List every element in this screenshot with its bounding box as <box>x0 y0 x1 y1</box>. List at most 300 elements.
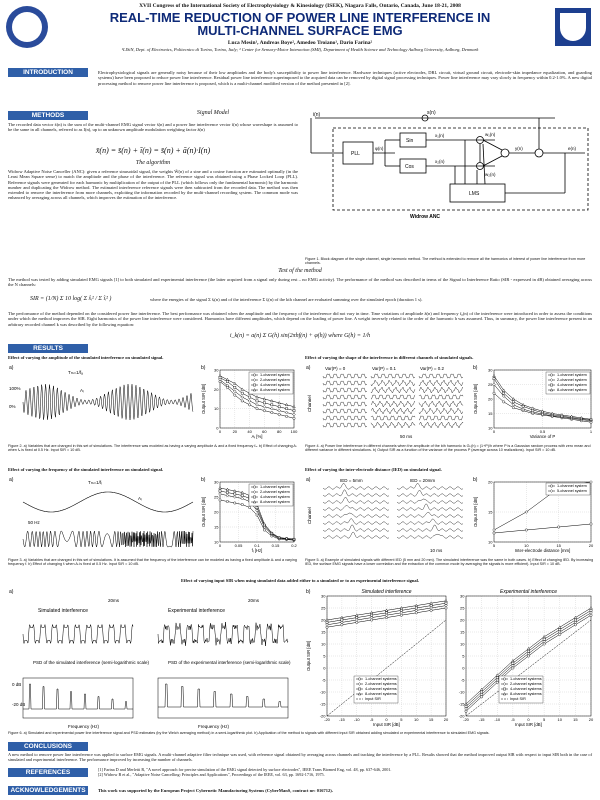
chart-point <box>234 502 236 504</box>
chart-ytick-label: -15 <box>319 701 326 707</box>
chart-panel-label: b) <box>201 365 206 371</box>
authors: Luca Mesin¹, Andreas Boye², Amedeo Troiano¹, Dario Farina² <box>227 40 373 46</box>
fig4a-channel-trace <box>323 423 367 427</box>
chart-point <box>445 599 448 601</box>
chart-xtick-label: 10 <box>414 717 419 722</box>
chart-legend-label: 8-channel systems <box>510 692 542 696</box>
chart-point <box>503 401 505 403</box>
chart-xlabel: fᵢ [Hz] <box>251 548 263 553</box>
acknowledgements-text: This work was supported by the European Project Cybernetic Manufacturing Systems (CyberManS, contract nr: 016712). <box>98 788 333 793</box>
chart-xtick-label: 0.5 <box>539 429 546 434</box>
chart-point <box>465 705 467 707</box>
chart-point <box>226 500 228 502</box>
chart-point <box>293 410 295 412</box>
fig4a-channel-trace <box>419 401 463 407</box>
chart-point <box>234 386 236 388</box>
chart-xtick-label: 0.1 <box>254 543 260 548</box>
chart-point <box>415 607 417 609</box>
chart-ytick-label: 10 <box>214 539 219 545</box>
chart-point <box>415 609 418 612</box>
reference-1: [1] Farina D and Merletti R, "A novel approach for precise simulation of the EMG signal detected by surface electrodes", IEEE Trans Biomed Eng, vol. 48, pp. 637-646, 2001. <box>98 767 392 772</box>
chart-legend-label: 8-channel system <box>260 500 290 504</box>
chart-legend-label: 1-channel systems <box>365 677 397 681</box>
figure1-caption: Figure 1. Block diagram of the single channel, single harmonic method. The method is extended to remove all the harmonics of interest of power line interference from more channels. <box>305 257 586 266</box>
conclusions-heading: CONCLUSIONS <box>8 742 88 751</box>
chart-point <box>234 394 236 396</box>
signal-model-title: Signal Model <box>196 110 230 116</box>
fig4a-channel-trace <box>371 408 415 414</box>
fig1-label-sn: s(n) <box>427 110 436 116</box>
chart-point <box>234 382 237 384</box>
chart-ytick-label: 15 <box>460 629 465 635</box>
fig4a-label: a) <box>306 365 311 371</box>
fig2a-tm: Tₘ=1/fₐ <box>68 370 83 375</box>
fig3a-tm: Tₘ=1/fᵢ <box>88 480 102 485</box>
chart-xtick-label: -20 <box>463 717 469 722</box>
chart-point <box>278 409 281 412</box>
chart-xtick-label: -15 <box>478 717 485 722</box>
fig6a-psd-exp: PSD of the experimental interference (semi-logarithmic scale) <box>168 660 291 665</box>
fig5a-channel-trace <box>397 525 463 531</box>
chart-ytick-label: 25 <box>460 605 465 611</box>
fig4a-channel-trace <box>419 408 463 414</box>
chart-xtick-label: 10 <box>524 543 529 548</box>
fig2a-modulated-waveform <box>8 362 198 442</box>
fig4b-chart <box>472 362 595 442</box>
fig6a-psd-sim: PSD of the simulated interference (semi-logarithmic scale) <box>33 660 150 665</box>
chart-xtick-label: 0.15 <box>271 543 280 548</box>
fig1-label-sin: Sin <box>406 138 414 144</box>
fig5a-channel-trace <box>323 506 389 511</box>
chart-xtick-label: 0 <box>218 429 222 434</box>
chart-ytick-label: 10 <box>488 425 493 431</box>
fig3a-chirp-signal <box>23 531 193 547</box>
fig3b-chart <box>200 474 298 556</box>
chart-point <box>400 611 403 614</box>
chart-legend-label: 5-channel system <box>557 489 587 493</box>
fig4a-channel-trace <box>371 395 415 399</box>
chart-legend-label: 4-channel system <box>557 383 587 387</box>
chart-point <box>356 617 358 619</box>
chart-ytick-label: 20 <box>488 396 493 402</box>
fig1-label-en: e(n) <box>568 146 577 151</box>
chart-point <box>263 405 266 408</box>
fig1-label-x2: x₂(n) <box>435 159 445 164</box>
chart-point <box>496 677 498 679</box>
fig5a-channel-trace <box>323 519 389 525</box>
chart-xtick-label: -5 <box>511 717 515 722</box>
figure2-caption: Figure 2. a) Variables that are changed in this set of simulations. The interference was modeled as having a varying amplitude Aᵢ and a fixed frequency fₐ. b) Effect of changing Aᵢ when fₐ is fixed at 0.5 Hz. Input SIR = 10 dB. <box>8 444 297 453</box>
fig1-label-x1: x₁(n) <box>435 133 445 138</box>
chart-point <box>241 503 243 505</box>
chart-point <box>574 619 576 621</box>
fig1-label-in: i(n) <box>313 112 321 118</box>
fig4a-channel-trace <box>371 387 415 393</box>
chart-ytick-label: 20 <box>214 509 219 515</box>
fig5a-channel-trace <box>323 490 389 496</box>
chart-xtick-label: -15 <box>338 717 345 722</box>
chart-panel-label: b) <box>201 477 206 483</box>
chart-legend-label: Input SIR <box>365 697 381 701</box>
chart-ytick-label: -10 <box>458 689 465 695</box>
fig6b-exp-chart <box>450 586 595 730</box>
chart-ytick-label: -5 <box>321 677 326 683</box>
chart-point <box>512 659 515 661</box>
chart-xtick-label: 0.05 <box>234 543 243 548</box>
title-line-1: REAL-TIME REDUCTION OF POWER LINE INTERFERENCE IN <box>109 10 491 25</box>
fig4a-channel-trace <box>371 380 415 386</box>
fig6a-freq-right: Frequency (Hz) <box>198 724 230 729</box>
fig1-label-w1: w₁(n) <box>485 132 496 137</box>
fig2a-100: 100% <box>9 386 21 391</box>
chart-point <box>226 491 228 493</box>
chart-point <box>285 415 287 417</box>
fig4a-channel-axis: Channel <box>307 395 312 412</box>
chart-ytick-label: 30 <box>321 593 326 599</box>
sir-explanation: where the energies of the signal Σ ŝᵢ(n) and of the interference Σ îᵢ(n) of the kth channel are evaluated summing over the simulated epoch (duration 1 s). <box>150 297 423 302</box>
fig5a-ied20: IED = 20mm <box>410 478 436 483</box>
fig4a-channel-trace <box>323 381 367 385</box>
chart-legend-label: 1-channel system <box>260 373 290 377</box>
chart-point <box>263 409 265 411</box>
chart-point <box>493 532 495 534</box>
fig1-label-yn: y(n) <box>515 146 523 151</box>
chart-legend-label: 4-channel system <box>260 383 290 387</box>
chart-point <box>590 607 593 609</box>
chart-legend-label: 4-channel systems <box>510 687 542 691</box>
chart-title: Experimental interference <box>500 589 557 595</box>
fig6a-freq-left: Frequency (Hz) <box>68 724 100 729</box>
panel2-title: Effect of varying the shape of the interference in different channels of simulated signals. <box>305 355 474 360</box>
fig4a-channel-trace <box>323 409 367 413</box>
fig4a-var01: Var(P) = 0.1 <box>372 366 397 371</box>
chart-ytick-label: 20 <box>488 479 493 485</box>
chart-ylabel: Output SIR [dB] <box>201 383 206 415</box>
fig4a-channel-trace <box>371 374 415 378</box>
fig5a-channel-trace <box>397 519 463 524</box>
chart-legend-label: 2-channel systems <box>510 682 542 686</box>
chart-point <box>341 619 343 621</box>
fig4a-channel-trace <box>419 422 463 428</box>
fig5a-channel-trace <box>397 499 463 503</box>
chart-ytick-label: 25 <box>488 382 493 387</box>
fig5a-ied-signals <box>305 474 470 556</box>
chart-point <box>263 402 265 404</box>
fig1-label-cos: Cos <box>405 164 414 170</box>
fig6a-psd-trace <box>158 684 288 707</box>
fig2b-chart <box>200 362 298 442</box>
fig1-label-lms: LMS <box>469 191 480 197</box>
chart-point <box>248 506 250 508</box>
chart-ytick-label: 15 <box>488 509 493 515</box>
chart-point <box>522 403 525 405</box>
fig4a-channel-trace <box>419 380 463 386</box>
fig4a-50ms: 50 ms <box>400 434 413 439</box>
fig6a-interference-psd <box>8 586 298 730</box>
poster-title <box>0 11 600 37</box>
fig1-label-phi: φ(n) <box>375 146 384 151</box>
title-line-2: MULTI-CHANNEL SURFACE EMG <box>197 23 403 38</box>
fig5a-channel-trace <box>397 483 463 489</box>
fig4a-channel-trace <box>419 387 463 393</box>
chart-ylabel: Output SIR [dB] <box>201 496 206 528</box>
chart-ytick-label: -5 <box>460 677 465 683</box>
fig4a-channels <box>305 362 470 442</box>
chart-ylabel: Output SIR [dB] <box>473 383 478 415</box>
fig4a-channel-trace <box>323 402 367 406</box>
fig2a-signal-line <box>23 384 193 420</box>
chart-point <box>233 496 236 499</box>
fig6a-0db: 0 dB <box>12 682 22 687</box>
chart-xtick-label: -5 <box>369 717 374 722</box>
chart-ytick-label: 25 <box>214 494 219 500</box>
fig4a-channel-trace <box>323 416 367 420</box>
chart-point <box>590 611 593 614</box>
chart-xtick-label: -10 <box>353 717 360 722</box>
chart-ytick-label: -10 <box>319 689 326 695</box>
chart-xtick-label: 15 <box>428 717 434 722</box>
chart-point <box>445 604 448 607</box>
chart-ytick-label: 0 <box>323 665 326 671</box>
fig4a-channel-trace <box>323 388 367 392</box>
chart-series-line <box>494 524 591 533</box>
chart-point <box>385 612 387 614</box>
chart-ytick-label: 10 <box>460 641 465 647</box>
chart-point <box>550 384 552 386</box>
chart-ytick-label: 15 <box>488 411 493 416</box>
chart-point <box>527 650 529 652</box>
chart-point <box>219 499 221 501</box>
chart-point <box>525 529 527 531</box>
chart-point <box>293 413 296 416</box>
chart-point <box>226 494 229 497</box>
chart-point <box>248 404 250 406</box>
chart-legend-label: 1-channel system <box>557 373 587 377</box>
chart-point <box>234 493 236 495</box>
chart-point <box>241 494 243 496</box>
fig5a-channel-trace <box>323 532 389 538</box>
panel4-title: Effect of varying the inter-electrode distance (IED) on simulated signal. <box>305 467 442 472</box>
chart-point <box>430 605 432 607</box>
fig5a-channel-trace <box>397 512 463 517</box>
chart-point <box>574 616 577 618</box>
fig2a-ai: Aᵢ <box>80 388 84 393</box>
chart-point <box>385 614 388 617</box>
chart-legend-label: 4-channel systems <box>365 687 397 691</box>
chart-point <box>400 609 402 611</box>
chart-point <box>527 647 530 649</box>
fig4a-var02: Var(P) = 0.2 <box>420 366 445 371</box>
fig2a-0: 0% <box>9 404 16 409</box>
chart-point <box>493 374 496 376</box>
chart-xtick-label: 15 <box>556 543 561 548</box>
chart-ytick-label: 30 <box>214 479 219 485</box>
fig5a-channel-trace <box>397 504 463 510</box>
chart-ytick-label: 15 <box>321 629 326 635</box>
chart-point <box>358 688 360 690</box>
chart-point <box>590 523 592 525</box>
methods-heading: METHODS <box>8 111 88 120</box>
chart-point <box>241 400 243 402</box>
fig5a-channel-trace <box>323 525 389 531</box>
chart-title: Simulated interference <box>361 589 412 595</box>
chart-point <box>270 407 273 410</box>
performance-text: The performance of the method depended on the considered power line interference. The best performance was obtained when the amplitude and the frequency of the interference did not vary in time. Time variations of amplitude ā(n) and frequency f₀(n) of the interference were introduced in order to assess the conditions under which the method improves the SIR. Eight harmonics of the power line interference were considered. Harmonics have different amplitudes, which depend on the loading of power line. A weight inversely related to the order of the harmonic h was assumed. Thus, in summary, the power line interference present in an arbitrary recorded channel k was described by the following equation: <box>8 311 592 327</box>
chart-xtick-label: 20 <box>588 717 594 722</box>
chart-xtick-label: 60 <box>262 429 267 434</box>
chart-ytick-label: 25 <box>321 605 326 611</box>
chart-legend-label: 8-channel system <box>557 388 587 392</box>
figure3-caption: Figure 3. a) Variables that are changed in this set of simulations. It is assumed that the frequency of the interference can be modeled as having a fixed amplitude Aᵢ and a varying frequency f. b) Effect of changing fᵢ when Aᵢ is fixed at 0.5 Hz. Input SIR = 10 dB. <box>8 558 297 567</box>
chart-point <box>481 691 483 693</box>
fig6a-time-trace <box>158 622 288 646</box>
chart-point <box>371 614 373 616</box>
chart-point <box>241 497 244 500</box>
chart-point <box>370 616 373 619</box>
acknowledgements-heading: ACKNOWLEDGEMENTS <box>8 786 88 795</box>
fig6a-sim-title: Simulated interference <box>38 608 89 614</box>
chart-legend-label: 8-channel systems <box>365 692 397 696</box>
algorithm-text: Widrow Adaptive Noise Canceller (ANC): given a reference sinusoidal signal, the weights W̄(n) of a sine and a cosine function are estimated optimally (in the Least Mean Square sense) to match the amplitude and the phase of the interference. The reference signal was obtained using a Phase Locked Loop (PLL). Reference signals were generated for each harmonic by multiplication of the output of the PLL (which follows only the fundamental harmonic) by the harmonic number and duplicating the Widrow method. The estimated interference reference signals were then subtracted from the recorded data. The method was then extended to remove the interference from more channels, exploiting the information recorded by the multi-channel recording system. The common mode was enhanced by averaging across all channels, which improves the estimation of the interference. <box>8 169 298 201</box>
fig3a-frequency-curve <box>23 492 193 512</box>
chart-point <box>278 413 280 415</box>
chart-point <box>285 411 288 414</box>
chart-point <box>219 374 222 376</box>
chart-xtick-label: 40 <box>247 429 252 434</box>
fig4a-var0: Var(P) = 0 <box>325 366 346 371</box>
chart-point <box>326 623 329 626</box>
fig1-label-w2: w₂(n) <box>485 172 496 177</box>
fig4a-channel-trace <box>323 374 367 378</box>
chart-xtick-label: 5 <box>543 717 546 722</box>
chart-point <box>340 621 343 624</box>
chart-point <box>557 526 559 528</box>
references-heading: REFERENCES <box>8 768 88 777</box>
chart-xtick-label: 20 <box>588 543 594 548</box>
fig4a-channel-trace <box>419 374 463 378</box>
chart-xtick-label: 20 <box>443 717 449 722</box>
fig3a-50hz: 50 Hz <box>28 520 40 525</box>
chart-ytick-label: 5 <box>462 653 465 659</box>
figure6-caption: Figure 6. a) Simulated and experimental power line interference signal and PSD estimates (by the Welch averaging method) in a semi-logarithmic plot. b) Application of the method to signals with different input SIR obtained adding simulated or experimental interference to simulated EMG signals. <box>8 731 490 735</box>
fig5a-ied5: IED = 5mm <box>340 478 363 483</box>
chart-point <box>512 407 514 409</box>
fig4a-channel-trace <box>371 416 415 420</box>
fig6a-label: a) <box>9 589 14 595</box>
chart-point <box>286 408 288 410</box>
algorithm-title: The algorithm <box>135 160 171 166</box>
chart-point <box>293 417 295 419</box>
chart-xtick-label: 20 <box>232 429 238 434</box>
fig6a-exp-title: Experimental interference <box>168 608 225 614</box>
chart-point <box>256 407 258 409</box>
chart-panel-label: b) <box>306 589 311 595</box>
test-text: The method was tested by adding simulated EMG signals [1] to both simulated and experimental interference (the latter acquired from a signal only during rest – no EMG activity). The performance of the method was described in terms of the Signal to Interference Ratio (SIR - expressed in dB) obtained averaging across the N channels: <box>8 277 592 288</box>
fig4a-channel-trace <box>371 422 415 428</box>
chart-point <box>219 490 221 492</box>
chart-point <box>271 404 273 406</box>
chart-point <box>590 609 592 611</box>
chart-point <box>503 688 505 690</box>
chart-ytick-label: 0 <box>462 665 465 671</box>
sir-formula: SIR = (1/N) Σ 10 log( Σ ŝᵢ² / Σ îᵢ² ) <box>30 296 112 302</box>
chart-point <box>559 629 561 631</box>
fig6a-psd-frame <box>158 678 288 718</box>
fig6b-sim-chart <box>305 586 450 730</box>
chart-ytick-label: 15 <box>214 524 219 530</box>
chart-ytick-label: 30 <box>214 367 219 373</box>
chart-point <box>253 384 255 386</box>
affiliations: ¹LISiN, Dept. of Electronics, Politecnico di Torino, Torino, Italy; ² Center for Sensory-Motor Interaction (SMI), Department of Health Science and Technology Aalborg University, Aalborg, Denmark <box>121 47 479 52</box>
chart-xtick-label: 5 <box>492 543 496 548</box>
fig5b-chart <box>472 474 595 556</box>
chart-legend-label: 2-channel system <box>260 378 290 382</box>
introduction-heading: INTRODUCTION <box>8 68 88 77</box>
chart-point <box>445 602 447 604</box>
chart-point <box>249 396 251 398</box>
chart-point <box>430 607 433 610</box>
chart-panel-label: b) <box>473 477 478 483</box>
chart-ytick-label: 0 <box>216 425 219 431</box>
fig1-label-pll: PLL <box>351 151 360 157</box>
chart-panel-label: b) <box>473 365 478 371</box>
fig6a-20ms-right: 20ms <box>248 598 260 603</box>
fig5a-channel-trace <box>323 483 389 489</box>
chart-point <box>271 411 273 413</box>
chart-point <box>493 529 496 532</box>
chart-point <box>241 392 243 394</box>
reference-2: [2] Widrow B et al., "Adaptive Noise Cancelling: Principles and Applications", Proceedings of the IEEE, vol. 63, pp. 1692-1716, 1975. <box>98 771 325 777</box>
chart-xtick-label: 0 <box>218 543 222 548</box>
chart-xtick-label: -10 <box>494 717 501 722</box>
chart-legend-label: 2-channel system <box>260 490 290 494</box>
chart-legend-label: Input SIR <box>510 697 526 701</box>
chart-ytick-label: 20 <box>214 386 219 392</box>
chart-xtick-label: -20 <box>324 717 330 722</box>
chart-ytick-label: -20 <box>319 713 326 719</box>
chart-ytick-label: 30 <box>460 593 465 599</box>
chart-ytick-label: -15 <box>458 701 465 707</box>
chart-xtick-label: 15 <box>573 717 578 722</box>
chart-point <box>256 514 258 516</box>
chart-legend-label: 1-channel system <box>557 484 587 488</box>
fig6a-20db: -20 dB <box>12 702 26 707</box>
fig6a-time-trace <box>23 625 133 644</box>
chart-point <box>253 486 255 488</box>
chart-point <box>326 621 328 623</box>
chart-point <box>503 392 505 394</box>
fig5a-channel-trace <box>397 490 463 496</box>
chart-ytick-label: 10 <box>488 539 493 545</box>
signal-equation: x̄(n) = s̄(n) + ī(n) = s̄(n) + ā(n)·I(n) <box>95 146 211 155</box>
chart-legend-label: 1-channel system <box>260 485 290 489</box>
chart-xtick-label: 1 <box>589 429 593 434</box>
figure5-caption: Figure 5. a) Example of simulated signals with different IED (5 mm and 20 mm). The simulated interference was the same in both cases. b) Effect of changing IED. By increasing IED, the surface EMG signals have a lower correlation and the extraction of the common mode by averaging the signals is more efficient). Input SIR = 10 dB. <box>305 558 594 567</box>
chart-point <box>543 638 545 640</box>
fig6a-20ms-left: 20ms <box>108 598 120 603</box>
chart-point <box>248 400 251 403</box>
fig4a-channel-trace <box>371 401 415 407</box>
figure4-caption: Figure 4. a) Power line interference in different channels when the amplitude of the kth harmonic is Gₖ(h) = (1+P)/h where P is a Gaussian random process with zero mean and different variance in different simulations. b) Output SIR as a function of the variance of the process P (average across 10 realizations). Input SIR = 10 dB. <box>305 444 591 453</box>
signal-model-text: The recorded data vector x̄(n) is the sum of the multi-channel EMG signal vector s̄(n) and a power line interference vector ī(n) whose waveshape is assumed to be the same in all channels, referred to as I(n), up to an unknown amplitude modulation weighting factor ā(n) <box>8 122 298 133</box>
chart-xlabel: Aᵢ [%] <box>251 434 263 439</box>
chart-point <box>558 626 561 628</box>
chart-xlabel: Input SIR [dB] <box>373 722 400 727</box>
chart-point <box>263 529 265 531</box>
fig5a-channel-trace <box>323 497 389 503</box>
panel3-title: Effect of varying the frequency of the simulated interference on simulated signal. <box>8 467 164 472</box>
chart-xtick-label: 0 <box>385 717 388 722</box>
